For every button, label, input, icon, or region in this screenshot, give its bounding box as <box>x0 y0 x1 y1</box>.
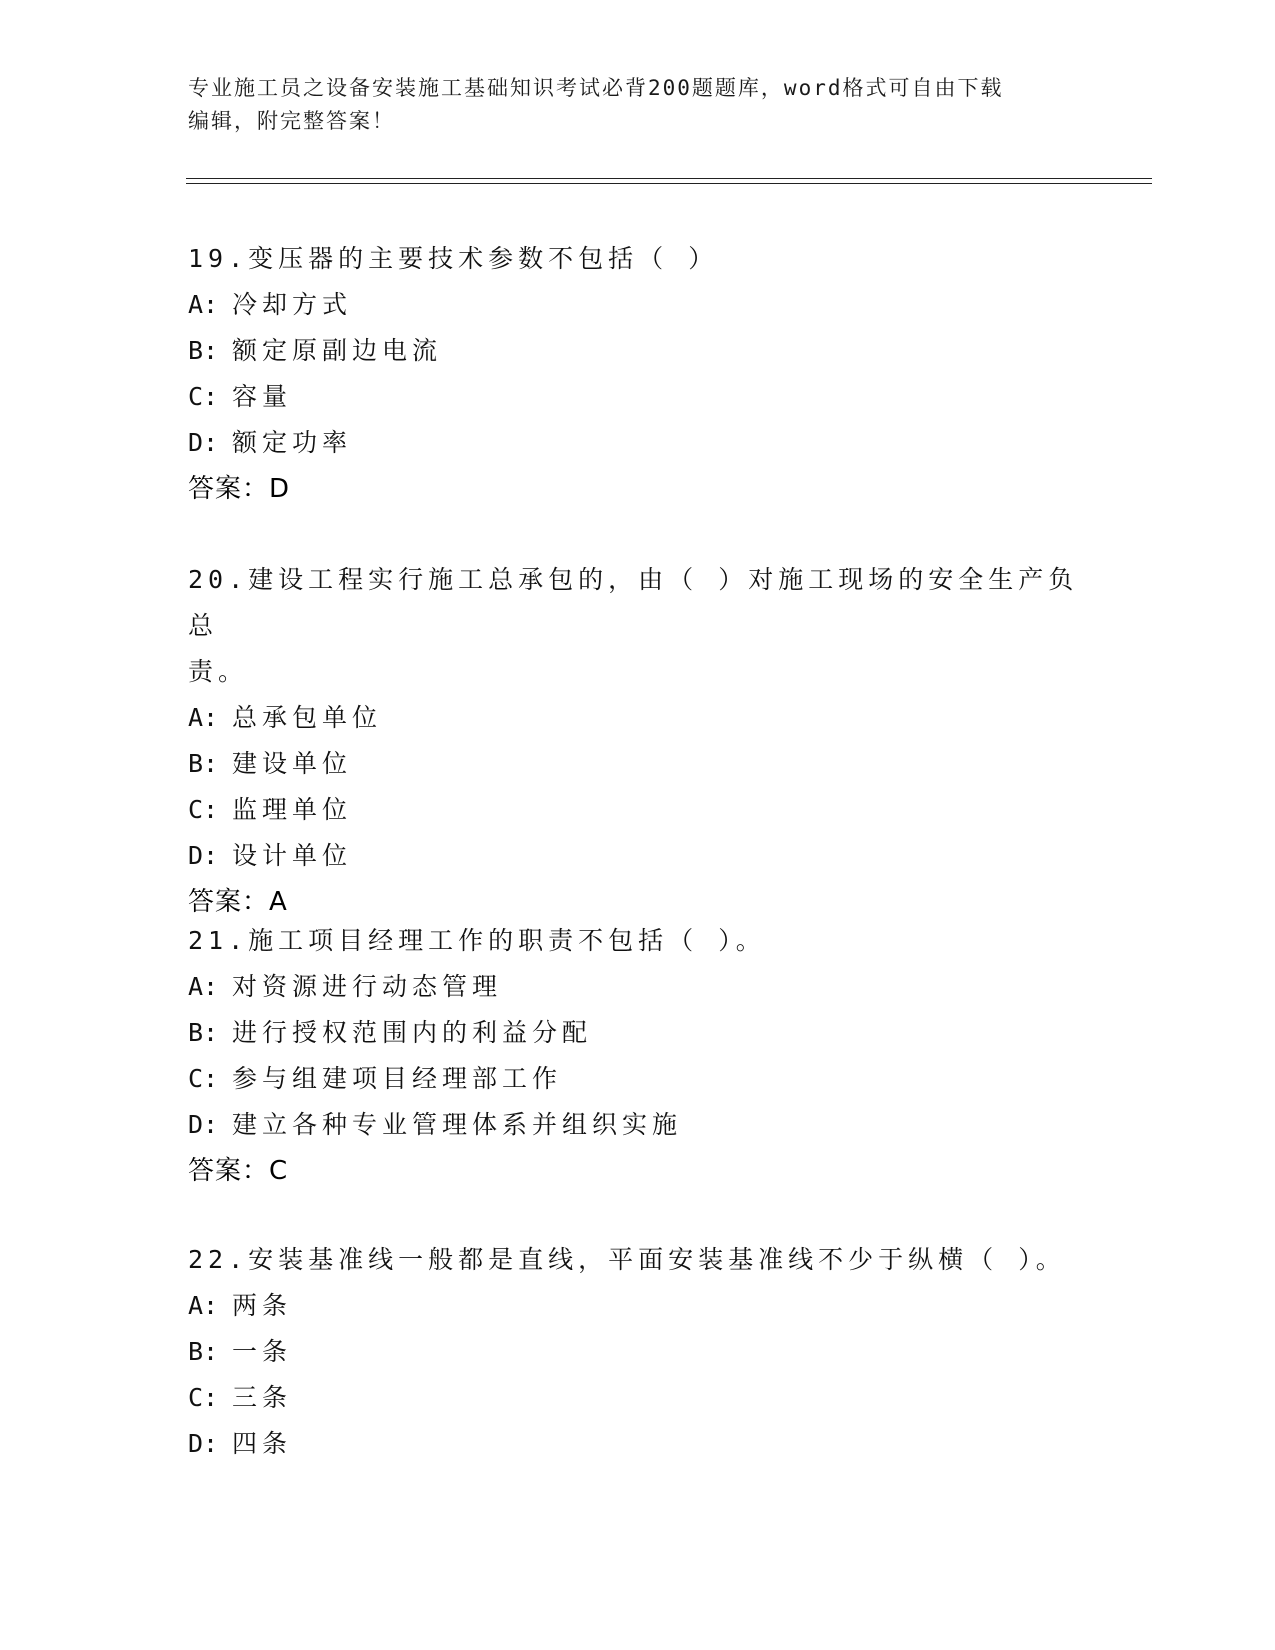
option-letter: D: <box>188 841 219 870</box>
option-text: 额定原副边电流 <box>232 336 443 365</box>
option-text: 进行授权范围内的利益分配 <box>232 1018 593 1047</box>
document-header <box>188 72 1068 138</box>
option-letter: C: <box>188 795 219 824</box>
option-letter: C: <box>188 1383 219 1412</box>
option-letter: A: <box>188 290 219 319</box>
header-line-2: 编辑，附完整答案！ <box>188 109 395 133</box>
option-c <box>188 374 1088 420</box>
option-a <box>188 1283 1088 1329</box>
option-letter: D: <box>188 1429 219 1458</box>
option-text: 设计单位 <box>232 841 353 870</box>
option-c <box>188 1056 1088 1102</box>
option-text: 容量 <box>232 382 293 411</box>
option-text: 对资源进行动态管理 <box>232 972 503 1001</box>
option-text: 额定功率 <box>232 428 353 457</box>
option-c <box>188 1375 1088 1421</box>
option-letter: B: <box>188 1337 219 1366</box>
option-text: 一条 <box>232 1337 293 1366</box>
option-a <box>188 964 1088 1010</box>
option-letter: A: <box>188 703 219 732</box>
question-stem: 22.安装基准线一般都是直线，平面安装基准线不少于纵横（ ）。 <box>188 1245 1066 1274</box>
question-21 <box>188 918 1088 1194</box>
question-20 <box>188 557 1088 925</box>
option-text: 参与组建项目经理部工作 <box>232 1064 563 1093</box>
header-line-1: 专业施工员之设备安装施工基础知识考试必背200题题库，word格式可自由下载 <box>188 76 1004 100</box>
question-19 <box>188 236 1088 512</box>
option-b <box>188 1329 1088 1375</box>
option-d <box>188 1421 1088 1467</box>
answer-line: 答案：C <box>188 1156 289 1186</box>
option-text: 监理单位 <box>232 795 353 824</box>
answer-line: 答案：A <box>188 887 288 917</box>
header-divider-top <box>186 178 1152 179</box>
question-stem: 21.施工项目经理工作的职责不包括（ ）。 <box>188 926 766 955</box>
option-text: 两条 <box>232 1291 293 1320</box>
option-d <box>188 1102 1088 1148</box>
answer-line: 答案：D <box>188 474 291 504</box>
question-stem-continued: 责。 <box>188 657 249 686</box>
option-a <box>188 282 1088 328</box>
option-b <box>188 1010 1088 1056</box>
option-c <box>188 787 1088 833</box>
option-letter: B: <box>188 1018 219 1047</box>
option-b <box>188 741 1088 787</box>
option-letter: D: <box>188 1110 219 1139</box>
option-letter: D: <box>188 428 219 457</box>
option-letter: A: <box>188 972 219 1001</box>
option-b <box>188 328 1088 374</box>
option-letter: C: <box>188 382 219 411</box>
question-22 <box>188 1237 1088 1467</box>
option-text: 四条 <box>232 1429 293 1458</box>
option-letter: B: <box>188 336 219 365</box>
option-a <box>188 695 1088 741</box>
question-stem: 19.变压器的主要技术参数不包括（ ） <box>188 244 719 273</box>
question-stem: 20.建设工程实行施工总承包的，由（ ）对施工现场的安全生产负总 <box>188 565 1079 640</box>
option-d <box>188 420 1088 466</box>
option-letter: A: <box>188 1291 219 1320</box>
option-text: 总承包单位 <box>232 703 383 732</box>
option-text: 三条 <box>232 1383 293 1412</box>
option-text: 建设单位 <box>232 749 353 778</box>
header-divider-bottom <box>186 183 1152 184</box>
option-letter: C: <box>188 1064 219 1093</box>
option-text: 冷却方式 <box>232 290 353 319</box>
option-d <box>188 833 1088 879</box>
option-text: 建立各种专业管理体系并组织实施 <box>232 1110 683 1139</box>
option-letter: B: <box>188 749 219 778</box>
